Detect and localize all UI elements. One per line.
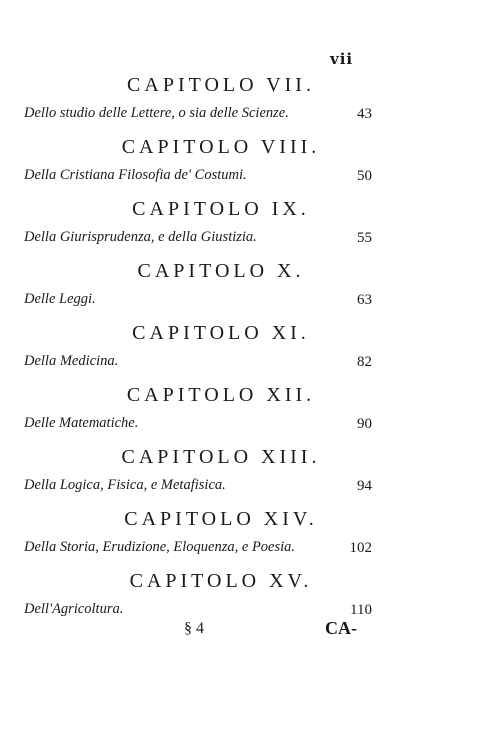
page-reference: 110: [350, 602, 372, 618]
chapter-subject: Delle Matematiche.: [24, 415, 139, 431]
chapter-entry-7: [0, 70, 490, 132]
page-reference: 102: [349, 540, 372, 556]
chapter-heading: CAPITOLO VII.: [127, 74, 315, 96]
chapter-subject: Della Cristiana Filosofia de' Costumi.: [24, 167, 247, 183]
chapter-entry-8: [0, 132, 490, 194]
catchword: CA-: [325, 618, 357, 638]
chapter-entry-12: [0, 380, 490, 442]
chapter-entry-14: [0, 504, 490, 566]
chapter-heading: CAPITOLO XV.: [129, 570, 313, 592]
chapter-subject: Della Logica, Fisica, e Metafisica.: [24, 477, 226, 493]
chapter-heading: CAPITOLO XIV.: [124, 508, 318, 530]
chapter-heading: CAPITOLO XII.: [126, 384, 316, 406]
page-reference: 43: [357, 106, 372, 122]
chapter-subject: Della Storia, Erudizione, Eloquenza, e Poesia.: [24, 539, 296, 555]
chapter-heading: CAPITOLO IX.: [132, 198, 310, 220]
page-reference: 94: [357, 478, 372, 494]
chapter-heading: CAPITOLO VIII.: [121, 136, 321, 158]
page-reference: 90: [357, 416, 372, 432]
chapter-entry-9: [0, 194, 490, 256]
chapter-heading: CAPITOLO XIII.: [121, 446, 321, 468]
chapter-entry-10: [0, 256, 490, 318]
table-of-contents: [0, 70, 490, 628]
page-reference: 50: [357, 168, 372, 184]
page-reference: 63: [357, 292, 372, 308]
chapter-heading: CAPITOLO XI.: [132, 322, 310, 344]
chapter-entry-15: [0, 566, 490, 628]
page-reference: 55: [357, 230, 372, 246]
chapter-subject: Dello studio delle Lettere, o sia delle Scienze.: [24, 105, 289, 121]
chapter-entry-11: [0, 318, 490, 380]
chapter-subject: Della Giurisprudenza, e della Giustizia.: [24, 229, 257, 245]
page-reference: 82: [357, 354, 372, 370]
chapter-subject: Dell'Agricoltura.: [24, 601, 124, 617]
folio-number: vii: [330, 50, 354, 68]
chapter-entry-13: [0, 442, 490, 504]
chapter-subject: Della Medicina.: [24, 353, 119, 369]
signature-mark: § 4: [184, 620, 204, 637]
chapter-heading: CAPITOLO X.: [137, 260, 305, 282]
chapter-subject: Delle Leggi.: [24, 291, 96, 307]
